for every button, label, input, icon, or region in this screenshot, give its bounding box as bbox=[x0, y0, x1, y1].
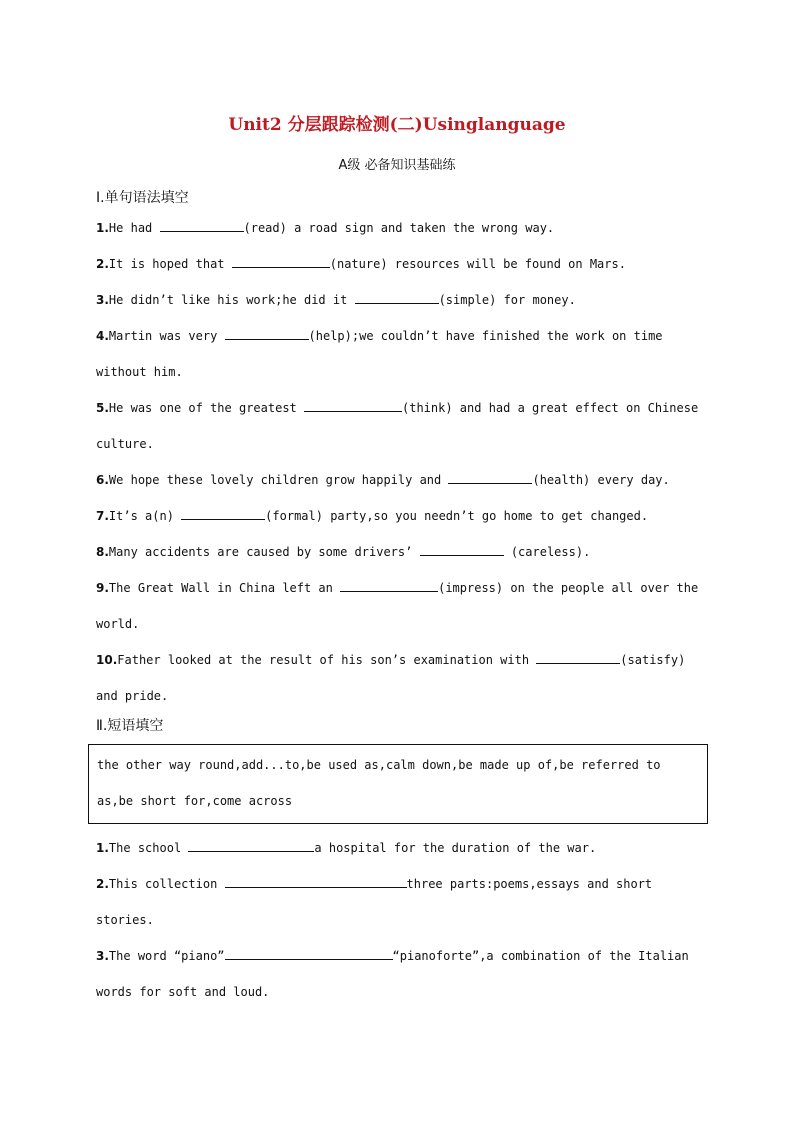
question-number: 2. bbox=[96, 877, 109, 891]
question-text-before: Martin was very bbox=[108, 329, 225, 343]
question-text-before: This collection bbox=[108, 877, 225, 891]
question-number: 1. bbox=[96, 841, 109, 855]
question-number: 8. bbox=[96, 545, 109, 559]
section-heading-grammar: Ⅰ.单句语法填空 bbox=[96, 190, 189, 206]
question-text-before: It is hoped that bbox=[108, 257, 232, 271]
answer-blank[interactable] bbox=[160, 219, 244, 232]
grammar-question-10 bbox=[96, 642, 708, 714]
question-text-after: (read) a road sign and taken the wrong way. bbox=[243, 221, 555, 235]
grammar-question-3 bbox=[96, 282, 708, 318]
question-text-before: It’s a(n) bbox=[108, 509, 182, 523]
question-text-after: (health) every day. bbox=[532, 473, 670, 487]
grammar-question-6 bbox=[96, 462, 708, 498]
grammar-question-8 bbox=[96, 534, 708, 570]
question-text-after: (careless). bbox=[503, 545, 591, 559]
phrase-word-box: the other way round,add...to,be used as,calm down,be made up of,be referred to as,be short for,come across bbox=[88, 744, 708, 824]
question-number: 3. bbox=[96, 293, 109, 307]
phrase-question-1 bbox=[96, 830, 708, 866]
question-text-before: We hope these lovely children grow happily and bbox=[108, 473, 449, 487]
phrase-question-list bbox=[96, 830, 708, 1010]
question-number: 1. bbox=[96, 221, 109, 235]
question-text-before: The word “piano” bbox=[108, 949, 225, 963]
question-text-after: three parts:poems,essays and short stories. bbox=[96, 877, 653, 927]
page-title: Unit2 分层跟踪检测(二)Usinglanguage bbox=[228, 115, 566, 135]
answer-blank[interactable] bbox=[420, 543, 504, 556]
answer-blank[interactable] bbox=[188, 839, 314, 852]
question-number: 7. bbox=[96, 509, 109, 523]
answer-blank[interactable] bbox=[448, 471, 532, 484]
answer-blank[interactable] bbox=[232, 255, 330, 268]
question-text-before: Many accidents are caused by some drivers’ bbox=[108, 545, 420, 559]
page-subtitle: A级 必备知识基础练 bbox=[338, 158, 456, 173]
question-number: 10. bbox=[96, 653, 118, 667]
question-text-before: Father looked at the result of his son’s examination with bbox=[117, 653, 537, 667]
question-text-after: (simple) for money. bbox=[438, 293, 576, 307]
question-text-after: (satisfy) and pride. bbox=[96, 653, 686, 703]
question-text-before: The Great Wall in China left an bbox=[108, 581, 341, 595]
question-number: 9. bbox=[96, 581, 109, 595]
question-text-before: He was one of the greatest bbox=[108, 401, 304, 415]
grammar-question-9 bbox=[96, 570, 708, 642]
question-number: 2. bbox=[96, 257, 109, 271]
question-text-after: (think) and had a great effect on Chinese culture. bbox=[96, 401, 699, 451]
question-text-before: The school bbox=[108, 841, 189, 855]
answer-blank[interactable] bbox=[536, 651, 620, 664]
phrase-question-3 bbox=[96, 938, 708, 1010]
grammar-question-list bbox=[96, 210, 708, 714]
grammar-question-7 bbox=[96, 498, 708, 534]
question-text-after: (impress) on the people all over the world. bbox=[96, 581, 699, 631]
phrase-question-2 bbox=[96, 866, 708, 938]
question-text-after: (nature) resources will be found on Mars. bbox=[329, 257, 626, 271]
answer-blank[interactable] bbox=[355, 291, 439, 304]
answer-blank[interactable] bbox=[225, 875, 407, 888]
question-number: 5. bbox=[96, 401, 109, 415]
question-text-after: (help);we couldn’t have finished the work on time without him. bbox=[96, 329, 663, 379]
answer-blank[interactable] bbox=[340, 579, 438, 592]
question-number: 3. bbox=[96, 949, 109, 963]
grammar-question-4 bbox=[96, 318, 708, 390]
answer-blank[interactable] bbox=[225, 947, 393, 960]
question-number: 6. bbox=[96, 473, 109, 487]
grammar-question-2 bbox=[96, 246, 708, 282]
document-body bbox=[96, 186, 708, 1010]
question-text-after: a hospital for the duration of the war. bbox=[314, 841, 597, 855]
section-heading-phrases: Ⅱ.短语填空 bbox=[96, 718, 164, 734]
grammar-question-5 bbox=[96, 390, 708, 462]
question-text-before: He had bbox=[108, 221, 160, 235]
answer-blank[interactable] bbox=[225, 327, 309, 340]
question-number: 4. bbox=[96, 329, 109, 343]
question-text-after: (formal) party,so you needn’t go home to get changed. bbox=[265, 509, 649, 523]
question-text-after: “pianoforte”,a combination of the Italian words for soft and loud. bbox=[96, 949, 689, 999]
answer-blank[interactable] bbox=[181, 507, 265, 520]
question-text-before: He didn’t like his work;he did it bbox=[108, 293, 355, 307]
answer-blank[interactable] bbox=[304, 399, 402, 412]
grammar-question-1 bbox=[96, 210, 708, 246]
